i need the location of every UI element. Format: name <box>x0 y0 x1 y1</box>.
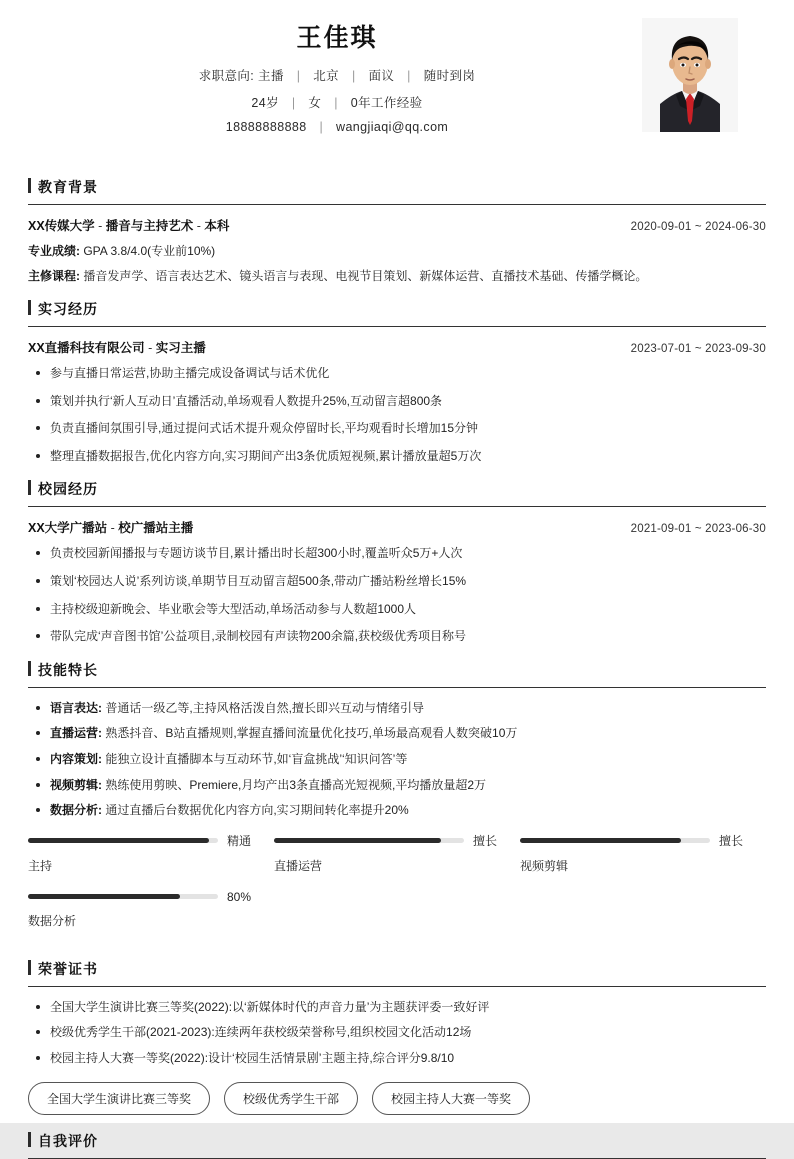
job-intent-salary: 面议 <box>368 69 395 83</box>
skill-bar-item <box>28 832 274 874</box>
divider-icon: | <box>407 69 411 83</box>
section-internship <box>28 299 766 465</box>
education-entry-row <box>28 216 766 234</box>
skill-name-label: 数据分析 <box>28 913 77 928</box>
honor-tag[interactable]: 校级优秀学生干部 <box>224 1082 358 1115</box>
education-school: XX传媒大学 <box>28 219 95 233</box>
list-item: 参与直播日常运营,协助主播完成设备调试与话术优化 <box>28 364 766 383</box>
section-title: 荣誉证书 <box>38 960 98 977</box>
section-header-internship <box>28 299 766 327</box>
campus-entry-title <box>28 518 193 536</box>
skill-bar-item <box>28 890 274 929</box>
education-entry-title <box>28 216 229 234</box>
gender-value: 女 <box>308 96 322 110</box>
separator: - <box>94 219 106 233</box>
skill-level-label: 80% <box>227 889 252 904</box>
education-gpa-value: GPA 3.8/4.0(专业前10%) <box>83 244 216 258</box>
list-item: 校级优秀学生干部(2021-2023):连续两年获校级荣誉称号,组织校园文化活动12场 <box>28 1023 766 1042</box>
skill-name-label: 主持 <box>28 858 53 873</box>
internship-role: 实习主播 <box>155 341 206 355</box>
list-item <box>28 776 766 795</box>
resume-header <box>28 0 766 163</box>
campus-org: XX大学广播站 <box>28 521 108 536</box>
skill-progress-track <box>520 838 710 843</box>
section-header-education <box>28 177 766 205</box>
skill-text: 通过直播后台数据优化内容方向,实习期间转化率提升20% <box>105 803 409 818</box>
list-item <box>28 750 766 769</box>
campus-entry-row <box>28 518 766 536</box>
job-intent-availability: 随时到岗 <box>423 69 476 83</box>
skill-progress-fill <box>28 894 180 899</box>
education-gpa-line <box>28 242 766 260</box>
honors-bullet-list <box>28 998 766 1068</box>
skill-bar-group <box>28 832 766 945</box>
page-title: 王佳琪 <box>296 24 378 52</box>
skill-label: 数据分析: <box>50 803 102 818</box>
section-education <box>28 177 766 285</box>
skill-progress-fill <box>28 838 209 843</box>
divider-icon: | <box>319 120 324 134</box>
education-major: 播音与主持艺术 <box>105 219 194 233</box>
skill-level-label: 擅长 <box>472 833 497 848</box>
list-item: 负责直播间氛围引导,通过提问式话术提升观众停留时长,平均观看时长增加15分钟 <box>28 419 766 438</box>
internship-bullet-list <box>28 364 766 465</box>
section-self-evaluation <box>28 1131 766 1159</box>
skill-bar-item <box>520 832 766 874</box>
phone-value[interactable]: 18888888888 <box>225 120 307 134</box>
education-degree: 本科 <box>204 219 230 233</box>
internship-date-range: 2023-07-01 ~ 2023-09-30 <box>630 343 766 355</box>
honor-tag[interactable]: 全国大学生演讲比赛三等奖 <box>28 1082 210 1115</box>
list-item <box>28 699 766 718</box>
email-value[interactable]: wangjiaqi@qq.com <box>336 120 449 134</box>
contact-line <box>28 120 646 134</box>
skill-name-label: 直播运营 <box>273 858 322 873</box>
section-campus <box>28 479 766 645</box>
job-intent-position: 主播 <box>258 69 284 83</box>
education-courses-label: 主修课程: <box>28 269 80 283</box>
section-title: 校园经历 <box>38 481 98 498</box>
list-item: 整理直播数据报告,优化内容方向,实习期间产出3条优质短视频,累计播放量超5万次 <box>28 447 766 466</box>
skill-level-label: 精通 <box>227 833 252 848</box>
internship-company: XX直播科技有限公司 <box>28 341 145 355</box>
skill-name-label: 视频剪辑 <box>519 858 568 873</box>
avatar <box>642 18 738 132</box>
skill-progress-track <box>274 838 464 843</box>
divider-icon: | <box>334 96 338 110</box>
internship-entry-title <box>28 338 206 356</box>
list-item <box>28 724 766 743</box>
section-skills <box>28 660 766 945</box>
separator: - <box>193 219 205 233</box>
skill-bar-row <box>28 890 256 904</box>
list-item: 主持校级迎新晚会、毕业歌会等大型活动,单场活动参与人数超1000人 <box>28 600 766 619</box>
separator: - <box>144 341 156 355</box>
education-gpa-label: 专业成绩: <box>28 244 80 258</box>
skill-text: 普通话一级乙等,主持风格活泼自然,擅长即兴互动与情绪引导 <box>105 700 425 715</box>
skill-bar-row <box>274 832 502 849</box>
list-item: 全国大学生演讲比赛三等奖(2022):以‘新媒体时代的声音力量’为主题获评委一致好评 <box>28 998 766 1017</box>
section-header-skills <box>28 660 766 688</box>
job-intent-label: 求职意向: <box>198 69 255 83</box>
honor-tag[interactable]: 校园主持人大赛一等奖 <box>372 1082 530 1115</box>
skill-bar-row <box>28 832 256 849</box>
list-item <box>28 801 766 820</box>
section-title: 实习经历 <box>38 301 98 317</box>
section-header-campus <box>28 479 766 507</box>
campus-date-range: 2021-09-01 ~ 2023-06-30 <box>630 523 766 536</box>
skill-progress-track <box>28 894 218 899</box>
skill-progress-track <box>28 838 218 843</box>
experience-value: 0年工作经验 <box>350 96 423 110</box>
list-item: 带队完成‘声音图书馆’公益项目,录制校园有声读物200余篇,获校级优秀项目称号 <box>28 627 766 646</box>
section-header-honors <box>28 959 766 987</box>
list-item: 负责校园新闻播报与专题访谈节目,累计播出时长超300小时,覆盖听众5万+人次 <box>28 544 766 563</box>
section-honors <box>28 959 766 1115</box>
job-intent-city: 北京 <box>313 69 340 83</box>
skill-progress-fill <box>274 838 441 843</box>
campus-bullet-list <box>28 544 766 645</box>
campus-role: 校广播站主播 <box>118 521 194 536</box>
skill-text: 熟悉抖音、B站直播规则,掌握直播间流量优化技巧,单场最高观看人数突破10万 <box>105 726 518 741</box>
education-date-range: 2020-09-01 ~ 2024-06-30 <box>630 221 766 233</box>
internship-entry-row <box>28 338 766 356</box>
skill-label: 语言表达: <box>50 700 102 715</box>
skill-text: 熟练使用剪映、Premiere,月均产出3条直播高光短视频,平均播放量超2万 <box>105 777 487 792</box>
skill-bar-row <box>520 832 748 849</box>
skill-label: 直播运营: <box>50 726 102 741</box>
honor-tag-group <box>28 1082 766 1115</box>
section-header-self-evaluation <box>28 1131 766 1159</box>
section-title: 技能特长 <box>38 661 98 678</box>
separator: - <box>107 521 119 536</box>
skill-bar-item <box>274 832 520 874</box>
age-value: 24岁 <box>251 96 280 110</box>
skill-text: 能独立设计直播脚本与互动环节,如‘盲盒挑战’‘知识问答’等 <box>105 751 408 766</box>
education-courses-line <box>28 267 766 285</box>
section-title: 自我评价 <box>38 1132 98 1149</box>
skill-label: 视频剪辑: <box>50 777 102 792</box>
skill-progress-fill <box>520 838 682 843</box>
divider-icon: | <box>351 69 356 83</box>
list-item: 策划并执行‘新人互动日’直播活动,单场观看人数提升25%,互动留言超800条 <box>28 392 766 411</box>
personal-info-line <box>28 93 646 111</box>
list-item: 策划‘校园达人说’系列访谈,单期节目互动留言超500条,带动广播站粉丝增长15% <box>28 572 766 591</box>
job-intent-line <box>28 66 646 84</box>
divider-icon: | <box>296 69 301 83</box>
skill-label: 内容策划: <box>50 751 102 766</box>
divider-icon: | <box>291 96 296 110</box>
education-courses-value: 播音发声学、语言表达艺术、镜头语言与表现、电视节目策划、新媒体运营、直播技术基础、传播学概论。 <box>83 269 648 283</box>
skills-bullet-list <box>28 699 766 820</box>
list-item: 校园主持人大赛一等奖(2022):设计‘校园生活情景剧’主题主持,综合评分9.8/10 <box>28 1049 766 1068</box>
section-title: 教育背景 <box>38 179 98 195</box>
skill-level-label: 擅长 <box>718 833 743 848</box>
